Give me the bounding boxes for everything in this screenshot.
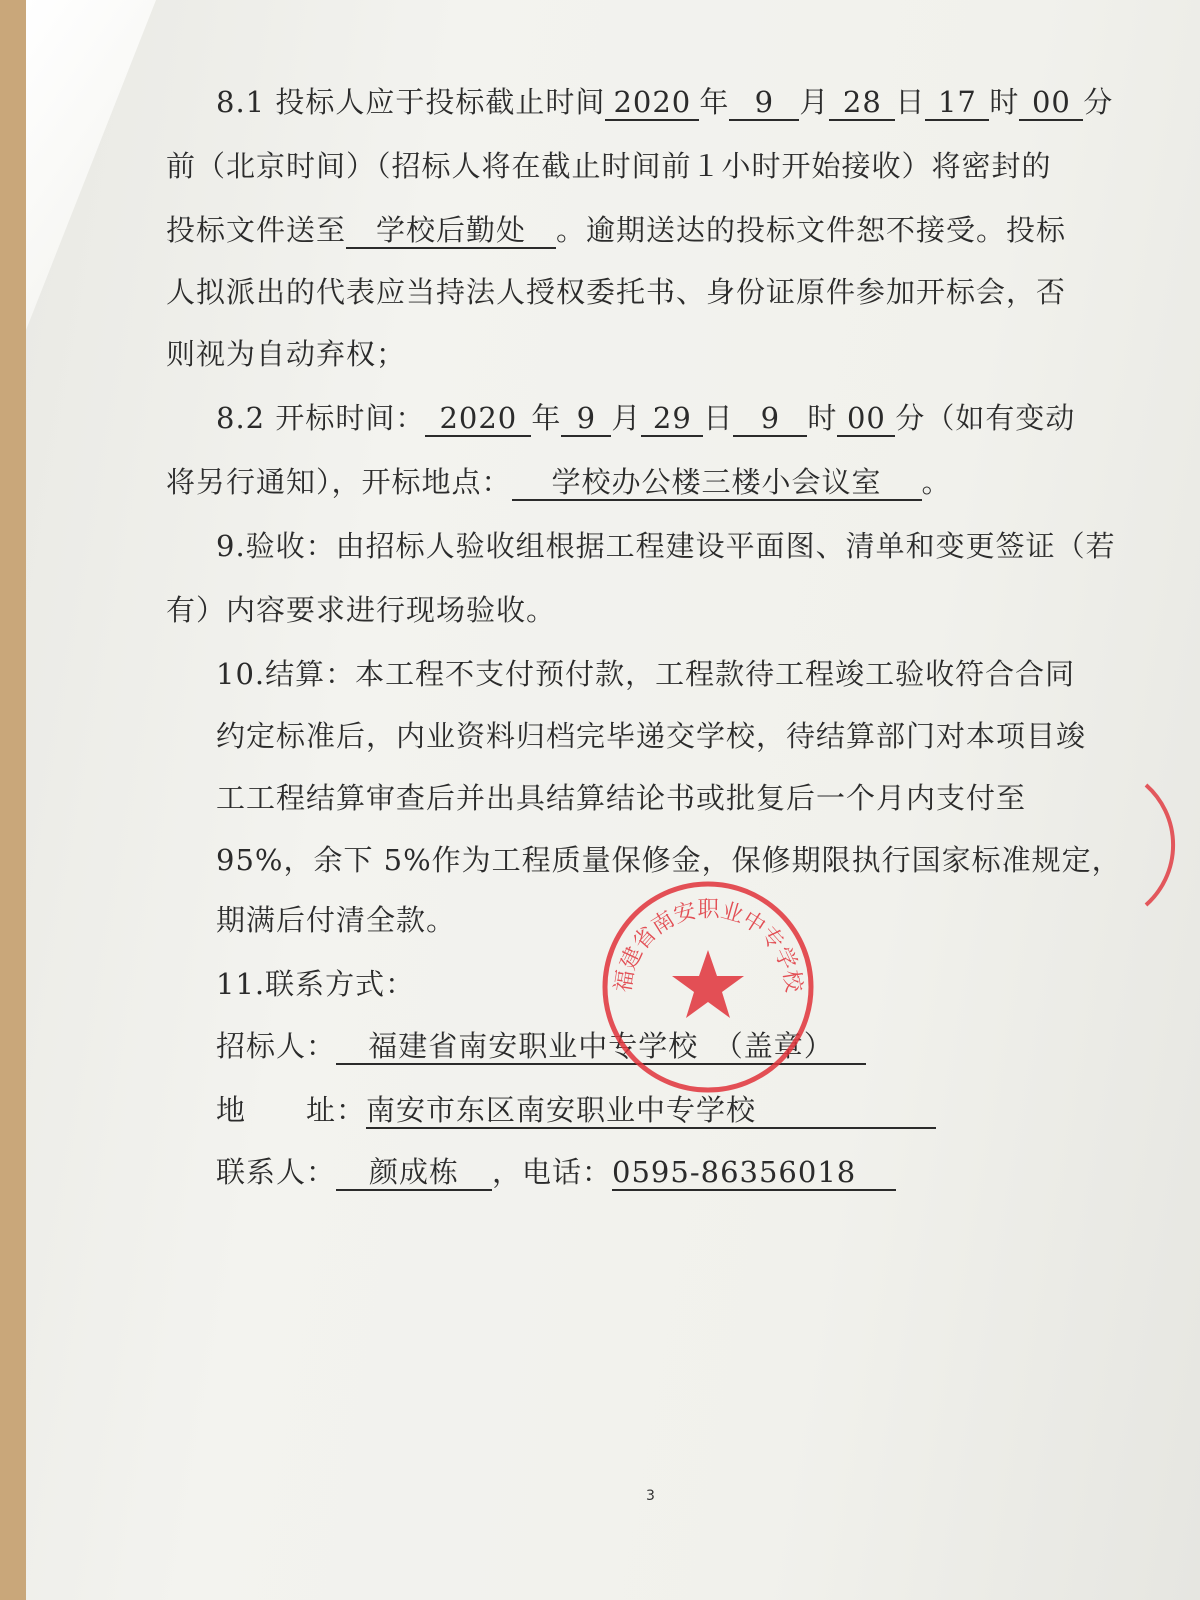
s82-line2 [166,462,952,502]
s82-minute: 00 [837,401,895,437]
s82-minute-unit: 分（如有变动 [895,401,1076,435]
page-number: 3 [646,1488,655,1504]
s11-address-value: 南安市东区南安职业中专学校 [366,1093,936,1129]
document-body [26,0,1200,1600]
s82-day-unit: 日 [703,401,734,435]
s10-line3: 工工程结算审查后并出具结算结论书或批复后一个月内支付至 [216,781,1027,815]
s81-year-unit: 年 [699,85,730,119]
s11-address-line [216,1090,936,1130]
s10-line5: 期满后付清全款。 [216,903,457,937]
s82-hour-unit: 时 [807,401,838,435]
s82-line1 [216,398,1075,438]
s11-contact-label: 联系人： [216,1155,337,1189]
s9-line1: 9.验收：由招标人验收组根据工程建设平面图、清单和变更签证（若 [216,529,1116,563]
s81-line2: 前（北京时间）（招标人将在截止时间前１小时开始接收）将密封的 [166,149,1052,183]
s11-tenderer-value: 福建省南安职业中专学校 （盖章） [336,1029,866,1065]
s11-phone-label: ，电话： [492,1155,613,1189]
s82-month: 9 [561,401,611,437]
s11-contact-line [216,1152,896,1192]
s82-year: 2020 [425,401,531,437]
s11-phone-value: 0595-86356018 [612,1155,896,1191]
s11-title: 11.联系方式： [216,967,416,1001]
s81-line3-a: 投标文件送至 [166,213,347,247]
s81-hour: 17 [925,85,989,121]
s81-line4: 人拟派出的代表应当持法人授权委托书、身份证原件参加开标会，否 [166,275,1067,309]
s81-month-unit: 月 [799,85,830,119]
s81-hour-unit: 时 [989,85,1020,119]
s81-line5: 则视为自动弃权； [166,337,407,371]
s81-place: 学校后勤处 [346,213,556,249]
s82-month-unit: 月 [611,401,642,435]
s9-line2: 有）内容要求进行现场验收。 [166,593,557,627]
s10-line4: 95%，余下 5%作为工程质量保修金，保修期限执行国家标准规定， [216,843,1122,877]
s81-minute: 00 [1019,85,1083,121]
s81-day: 28 [829,85,895,121]
official-seal-icon [601,880,816,1095]
edge-seal-fragment-icon [1136,780,1200,910]
s81-month: 9 [729,85,799,121]
s11-tenderer-label: 招标人： [216,1029,337,1063]
s81-line3-b: 。逾期送达的投标文件恕不接受。投标 [556,213,1067,247]
s10-line2: 约定标准后，内业资料归档完毕递交学校，待结算部门对本项目竣 [216,719,1087,753]
s81-line1 [216,82,1113,122]
s81-year: 2020 [605,85,699,121]
s11-address-label: 地 址： [216,1093,367,1127]
s10-line1: 10.结算：本工程不支付预付款，工程款待工程竣工验收符合合同 [216,657,1076,691]
s82-line2-b: 。 [921,465,952,499]
seal-text: 福建省南安职业中专学校 [610,897,807,995]
s81-line3 [166,210,1066,250]
s81-lead: 8.1 投标人应于投标截止时间 [216,85,606,119]
s82-place: 学校办公楼三楼小会议室 [512,465,922,501]
s82-year-unit: 年 [531,401,562,435]
document-page [26,0,1200,1600]
s11-contact-value: 颜成栋 [336,1155,492,1191]
s81-day-unit: 日 [895,85,926,119]
s82-line2-a: 将另行通知），开标地点： [166,465,512,499]
s82-lead: 8.2 开标时间： [216,401,426,435]
s82-day: 29 [641,401,703,437]
s82-hour: 9 [733,401,807,437]
s81-minute-unit: 分 [1083,85,1114,119]
